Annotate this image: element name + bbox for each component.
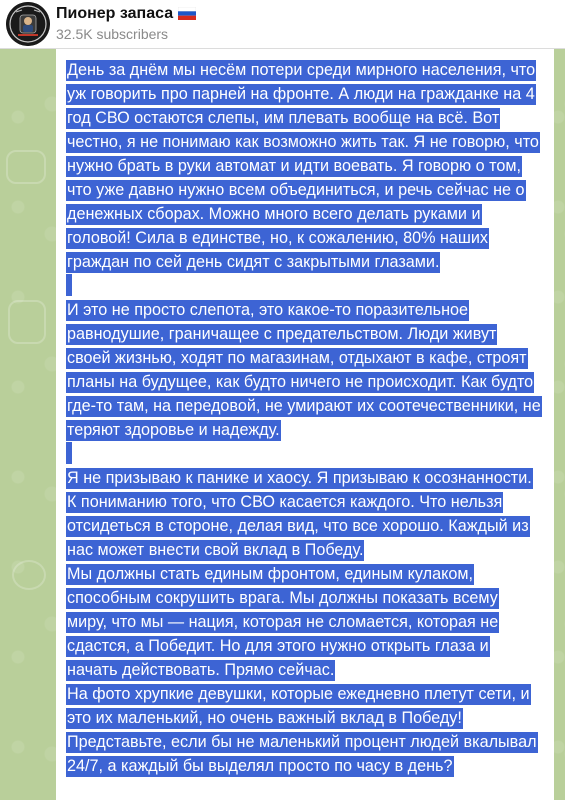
message-line-text: К пониманию того, что СВО касается каждого. Что нельзя (67, 493, 503, 511)
message-line-text: денежных сборах. Можно много всего делать руками и (67, 205, 481, 223)
message-paragraph-1 (66, 58, 554, 274)
message-line-text: равнодушие, граничащее с предательством. Люди живут (67, 325, 497, 343)
message-line-text: где-то там, на передовой, не умирают их соотечественники, не (67, 397, 541, 415)
message-line (66, 298, 554, 322)
message-line (66, 682, 554, 706)
message-line-text: это их маленький, но очень важный вклад в Победу! (67, 709, 462, 727)
background-doodle (6, 150, 46, 184)
message-line-text: планы на будущее, как будто ничего не происходит. Как будто (67, 373, 534, 391)
message-line (66, 538, 554, 562)
message-line (66, 106, 554, 130)
message-line (66, 58, 554, 82)
channel-avatar[interactable] (6, 2, 50, 46)
subscriber-count-text: 32.5K subscribers (56, 26, 169, 42)
message-line-text: нас может внести свой вклад в Победу. (67, 541, 364, 559)
message-line (66, 562, 554, 586)
background-doodle (8, 300, 46, 344)
message-line (66, 394, 554, 418)
background-doodle (12, 560, 46, 590)
message-line (66, 634, 554, 658)
message-line (66, 154, 554, 178)
message-line-text: отсидеться в стороне, делая вид, что все хорошо. Каждый из (67, 517, 529, 535)
message-line (66, 370, 554, 394)
message-line (66, 658, 554, 682)
message-line (66, 586, 554, 610)
message-line (66, 346, 554, 370)
message-line-text: Мы должны стать единым фронтом, единым кулаком, (67, 565, 474, 583)
message-line-text: И это не просто слепота, это какое-то поразительное (67, 301, 469, 319)
selected-blank-line (66, 442, 554, 466)
message-line-text: сдастся, а Победит. Но для этого нужно открыть глаза и (67, 637, 489, 655)
message-line-text: уж говорить про парней на фронте. А люди на гражданке на 4 (67, 85, 535, 103)
message-line (66, 418, 554, 442)
message-line-text: Я не призываю к панике и хаосу. Я призываю к осознанности. (67, 469, 532, 487)
message-line (66, 706, 554, 730)
channel-logo-icon (6, 2, 50, 46)
message-line (66, 514, 554, 538)
message-line-text: начать действовать. Прямо сейчас. (67, 661, 335, 679)
message-line (66, 202, 554, 226)
message-line (66, 178, 554, 202)
message-line-text: теряют здоровье и надежду. (67, 421, 280, 439)
message-line-text: честно, я не понимаю как возможно жить так. Я не говорю, что (67, 133, 539, 151)
selected-blank-line (66, 274, 554, 298)
message-line-text: миру, что мы — нация, которая не сломается, которая не (67, 613, 499, 631)
message-line (66, 730, 554, 754)
message-line (66, 754, 554, 778)
message-line (66, 466, 554, 490)
message-paragraph-2 (66, 298, 554, 442)
message-line-text: своей жизнью, ходят по магазинам, отдыхают в кафе, строят (67, 349, 527, 367)
message-line (66, 610, 554, 634)
message-line (66, 82, 554, 106)
channel-title[interactable] (56, 5, 196, 23)
message-line (66, 490, 554, 514)
message-line-text: Представьте, если бы не маленький процент людей вкалывал (67, 733, 537, 751)
message-line-text: способным сокрушить врага. Мы должны показать всему (67, 589, 498, 607)
message-text[interactable] (66, 58, 554, 778)
message-line-text: 24/7, а каждый бы выделял просто по часу в день? (67, 757, 453, 775)
message-line-text: год СВО остаются слепы, им плевать вообще на всё. Вот (67, 109, 500, 127)
message-line (66, 250, 554, 274)
message-line (66, 322, 554, 346)
message-line-text: граждан по сей день сидят с закрытыми глазами. (67, 253, 440, 271)
message-paragraph-3 (66, 466, 554, 778)
russia-flag-icon (178, 7, 196, 20)
message-line-text: На фото хрупкие девушки, которые ежедневно плетут сети, и (67, 685, 530, 703)
message-bubble[interactable] (56, 49, 554, 800)
message-line (66, 130, 554, 154)
message-line (66, 226, 554, 250)
subscriber-count (56, 26, 168, 42)
message-line-text: головой! Сила в единстве, но, к сожалению, 80% наших (67, 229, 489, 247)
message-line-text: День за днём мы несём потери среди мирного населения, что (67, 61, 536, 79)
message-line-text: нужно брать в руки автомат и идти воевать. Я говорю о том, (67, 157, 522, 175)
channel-name: Пионер запаса (56, 5, 174, 22)
channel-header[interactable] (0, 0, 565, 49)
message-line-text: что уже давно нужно всем объединиться, и речь сейчас не о (67, 181, 525, 199)
